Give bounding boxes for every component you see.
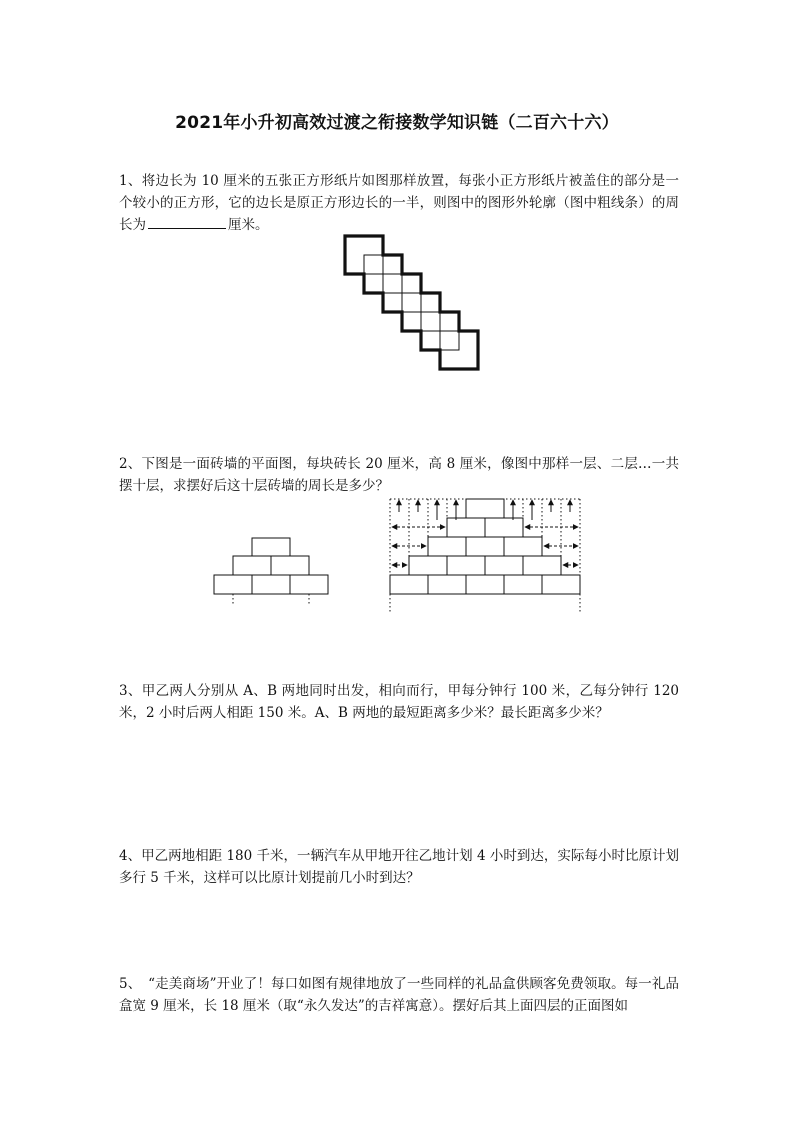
brick bbox=[233, 556, 271, 575]
page-title: 2021年小升初高效过渡之衔接数学知识链（二百六十六） bbox=[175, 113, 619, 133]
outer-outline bbox=[345, 236, 478, 369]
question-4: 4、甲乙两地相距 180 千米，一辆汽车从甲地开往乙地计划 4 小时到达，实际每小时比原计划多行 5 千米，这样可以比原计划提前几小时到达？ bbox=[119, 848, 679, 886]
question-1 bbox=[119, 170, 679, 236]
brick bbox=[485, 556, 523, 575]
brick bbox=[485, 518, 523, 537]
brick bbox=[409, 556, 447, 575]
brick bbox=[252, 538, 290, 556]
brick bbox=[542, 575, 580, 594]
brick bbox=[466, 537, 504, 556]
brick bbox=[466, 499, 504, 518]
brick bbox=[214, 575, 252, 594]
brick bbox=[466, 575, 504, 594]
brick bbox=[428, 537, 466, 556]
brick bbox=[252, 575, 290, 594]
brick bbox=[504, 575, 542, 594]
brick bbox=[390, 575, 428, 594]
answer-blank bbox=[148, 214, 226, 229]
brick bbox=[290, 575, 328, 594]
brick bbox=[428, 575, 466, 594]
brick bbox=[523, 556, 561, 575]
question-1-unit: 厘米。 bbox=[228, 217, 269, 233]
brick bbox=[504, 537, 542, 556]
brick bbox=[271, 556, 309, 575]
question-5: 5、 “走美商场”开业了！每口如图有规律地放了一些同样的礼品盒供顾客免费领取。每一礼品盒宽 9 厘米，长 18 厘米（取“永久发达”的吉祥寓意）。摆好后其上面四层的正面图如 bbox=[119, 976, 679, 1014]
brick bbox=[447, 556, 485, 575]
question-2: 2、下图是一面砖墙的平面图，每块砖长 20 厘米，高 8 厘米，像图中那样一层、二层…一共摆十层，求摆好后这十层砖墙的周长是多少？ bbox=[119, 456, 679, 494]
question-1-text: 1、将边长为 10 厘米的五张正方形纸片如图那样放置，每张小正方形纸片被盖住的部分是一个较小的正方形，它的边长是原正方形边长的一半，则图中的图形外轮廓（图中粗线条）的周长为 bbox=[119, 173, 679, 233]
brick bbox=[447, 518, 485, 537]
question-3: 3、甲乙两人分别从 A、B 两地同时出发，相向而行，甲每分钟行 100 米，乙每分钟行 120 米，2 小时后两人相距 150 米。A、B 两地的最短距离多少米？最长距离多少米？ bbox=[119, 683, 679, 721]
